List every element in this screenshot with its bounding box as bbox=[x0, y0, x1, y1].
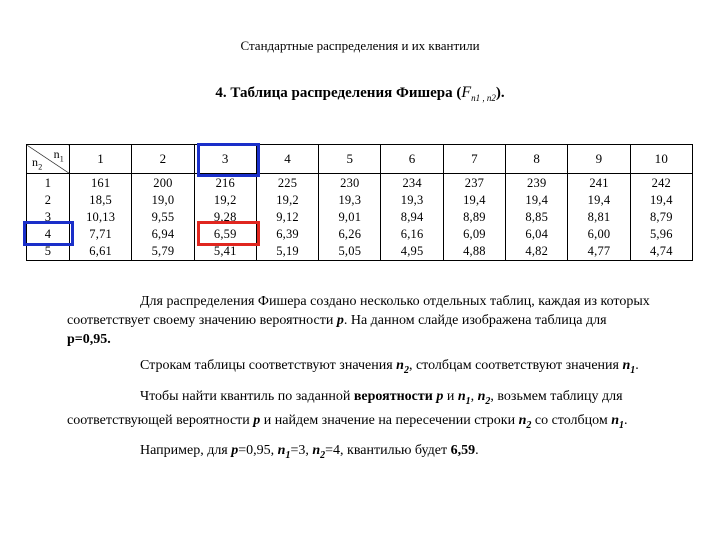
row-label: 2 bbox=[27, 191, 70, 208]
paragraph-1: Для распределения Фишера создано несколько отдельных таблиц, каждая из которых соответствует своему значению вероятности p. На данном слайде изображена таблица для p=0,95. bbox=[67, 294, 650, 347]
table-row bbox=[27, 243, 693, 261]
table-header-row bbox=[27, 145, 693, 174]
corner-n1-label: $n_1$ bbox=[53, 147, 64, 164]
table-cell: 8,94 bbox=[381, 208, 443, 225]
table-cell: 6,39 bbox=[256, 226, 318, 243]
table-cell: 19,4 bbox=[630, 191, 692, 208]
column-header: 2 bbox=[132, 145, 194, 174]
table-row bbox=[27, 174, 693, 192]
table-cell: 225 bbox=[256, 174, 318, 192]
table-corner-cell bbox=[27, 145, 70, 174]
table-row bbox=[27, 208, 693, 225]
column-header: 8 bbox=[506, 145, 568, 174]
table-cell: 4,74 bbox=[630, 243, 692, 261]
table-cell: 8,89 bbox=[443, 208, 505, 225]
column-header: 5 bbox=[319, 145, 381, 174]
column-header: 9 bbox=[568, 145, 630, 174]
table-cell: 19,4 bbox=[506, 191, 568, 208]
table-row bbox=[27, 191, 693, 208]
column-header: 7 bbox=[443, 145, 505, 174]
column-header: 3 bbox=[194, 145, 256, 174]
table-cell: 4,88 bbox=[443, 243, 505, 261]
table-cell: 239 bbox=[506, 174, 568, 192]
table-cell: 8,85 bbox=[506, 208, 568, 225]
table-cell: 161 bbox=[70, 174, 132, 192]
table-cell: 6,26 bbox=[319, 226, 381, 243]
table-cell: 4,95 bbox=[381, 243, 443, 261]
table-cell: 241 bbox=[568, 174, 630, 192]
table-cell: 9,01 bbox=[319, 208, 381, 225]
table-cell: 9,12 bbox=[256, 208, 318, 225]
table-cell: 19,2 bbox=[256, 191, 318, 208]
table-cell: 4,82 bbox=[506, 243, 568, 261]
table-cell: 6,09 bbox=[443, 226, 505, 243]
table-cell: 6,16 bbox=[381, 226, 443, 243]
table-cell: 10,13 bbox=[70, 208, 132, 225]
table-cell: 19,3 bbox=[381, 191, 443, 208]
title-close: ). bbox=[495, 85, 505, 101]
table-cell: 234 bbox=[381, 174, 443, 192]
table-cell: 19,2 bbox=[194, 191, 256, 208]
table-cell: 242 bbox=[630, 174, 692, 192]
table-cell: 200 bbox=[132, 174, 194, 192]
table-cell: 6,04 bbox=[506, 226, 568, 243]
table-cell: 6,00 bbox=[568, 226, 630, 243]
table-cell: 8,79 bbox=[630, 208, 692, 225]
row-label: 1 bbox=[27, 174, 70, 192]
column-header: 6 bbox=[381, 145, 443, 174]
table-cell: 6,94 bbox=[132, 226, 194, 243]
table-cell: 9,55 bbox=[132, 208, 194, 225]
corner-n2-label: $n_2$ bbox=[32, 154, 43, 171]
table-cell: 19,0 bbox=[132, 191, 194, 208]
table-cell: 19,4 bbox=[568, 191, 630, 208]
table-cell: 5,05 bbox=[319, 243, 381, 261]
fisher-table bbox=[26, 144, 693, 261]
column-header: 1 bbox=[70, 145, 132, 174]
table-row bbox=[27, 226, 693, 243]
row-label: 5 bbox=[27, 243, 70, 261]
table-cell: 9,28 bbox=[194, 208, 256, 225]
title-formula: $F_{n1 , n2}$ bbox=[461, 84, 496, 104]
table-cell: 7,71 bbox=[70, 226, 132, 243]
table-cell: 230 bbox=[319, 174, 381, 192]
slide-title bbox=[0, 84, 720, 103]
table-cell: 19,4 bbox=[443, 191, 505, 208]
column-header: 10 bbox=[630, 145, 692, 174]
explanation-text bbox=[67, 292, 652, 472]
table-cell: 5,41 bbox=[194, 243, 256, 261]
row-label: 3 bbox=[27, 208, 70, 225]
table-cell: 18,5 bbox=[70, 191, 132, 208]
row-label: 4 bbox=[27, 226, 70, 243]
paragraph-2: Строкам таблицы соответствуют значения $n_2$, столбцам соответствуют значения $n_1$. bbox=[140, 358, 639, 376]
title-text: 4. Таблица распределения Фишера ( bbox=[215, 85, 462, 101]
table-cell: 6,59 bbox=[194, 226, 256, 243]
table-cell: 216 bbox=[194, 174, 256, 192]
table-cell: 4,77 bbox=[568, 243, 630, 261]
table-cell: 5,19 bbox=[256, 243, 318, 261]
table-cell: 5,79 bbox=[132, 243, 194, 261]
table-cell: 8,81 bbox=[568, 208, 630, 225]
paragraph-4: Например, для p=0,95, $n_1=3$, $n_2=4$, квантилью будет 6,59. bbox=[140, 443, 479, 462]
table-cell: 6,61 bbox=[70, 243, 132, 261]
slide-header: Стандартные распределения и их квантили bbox=[240, 38, 480, 53]
table-cell: 237 bbox=[443, 174, 505, 192]
column-header: 4 bbox=[256, 145, 318, 174]
paragraph-3: Чтобы найти квантиль по заданной вероятности p и $n_1$, $n_2$, возьмем таблицу для соответствующей вероятности p и найдем значение на пересечении строки $n_2$ со столбцом $n_1$. bbox=[67, 388, 628, 431]
table-cell: 19,3 bbox=[319, 191, 381, 208]
table-cell: 5,96 bbox=[630, 226, 692, 243]
